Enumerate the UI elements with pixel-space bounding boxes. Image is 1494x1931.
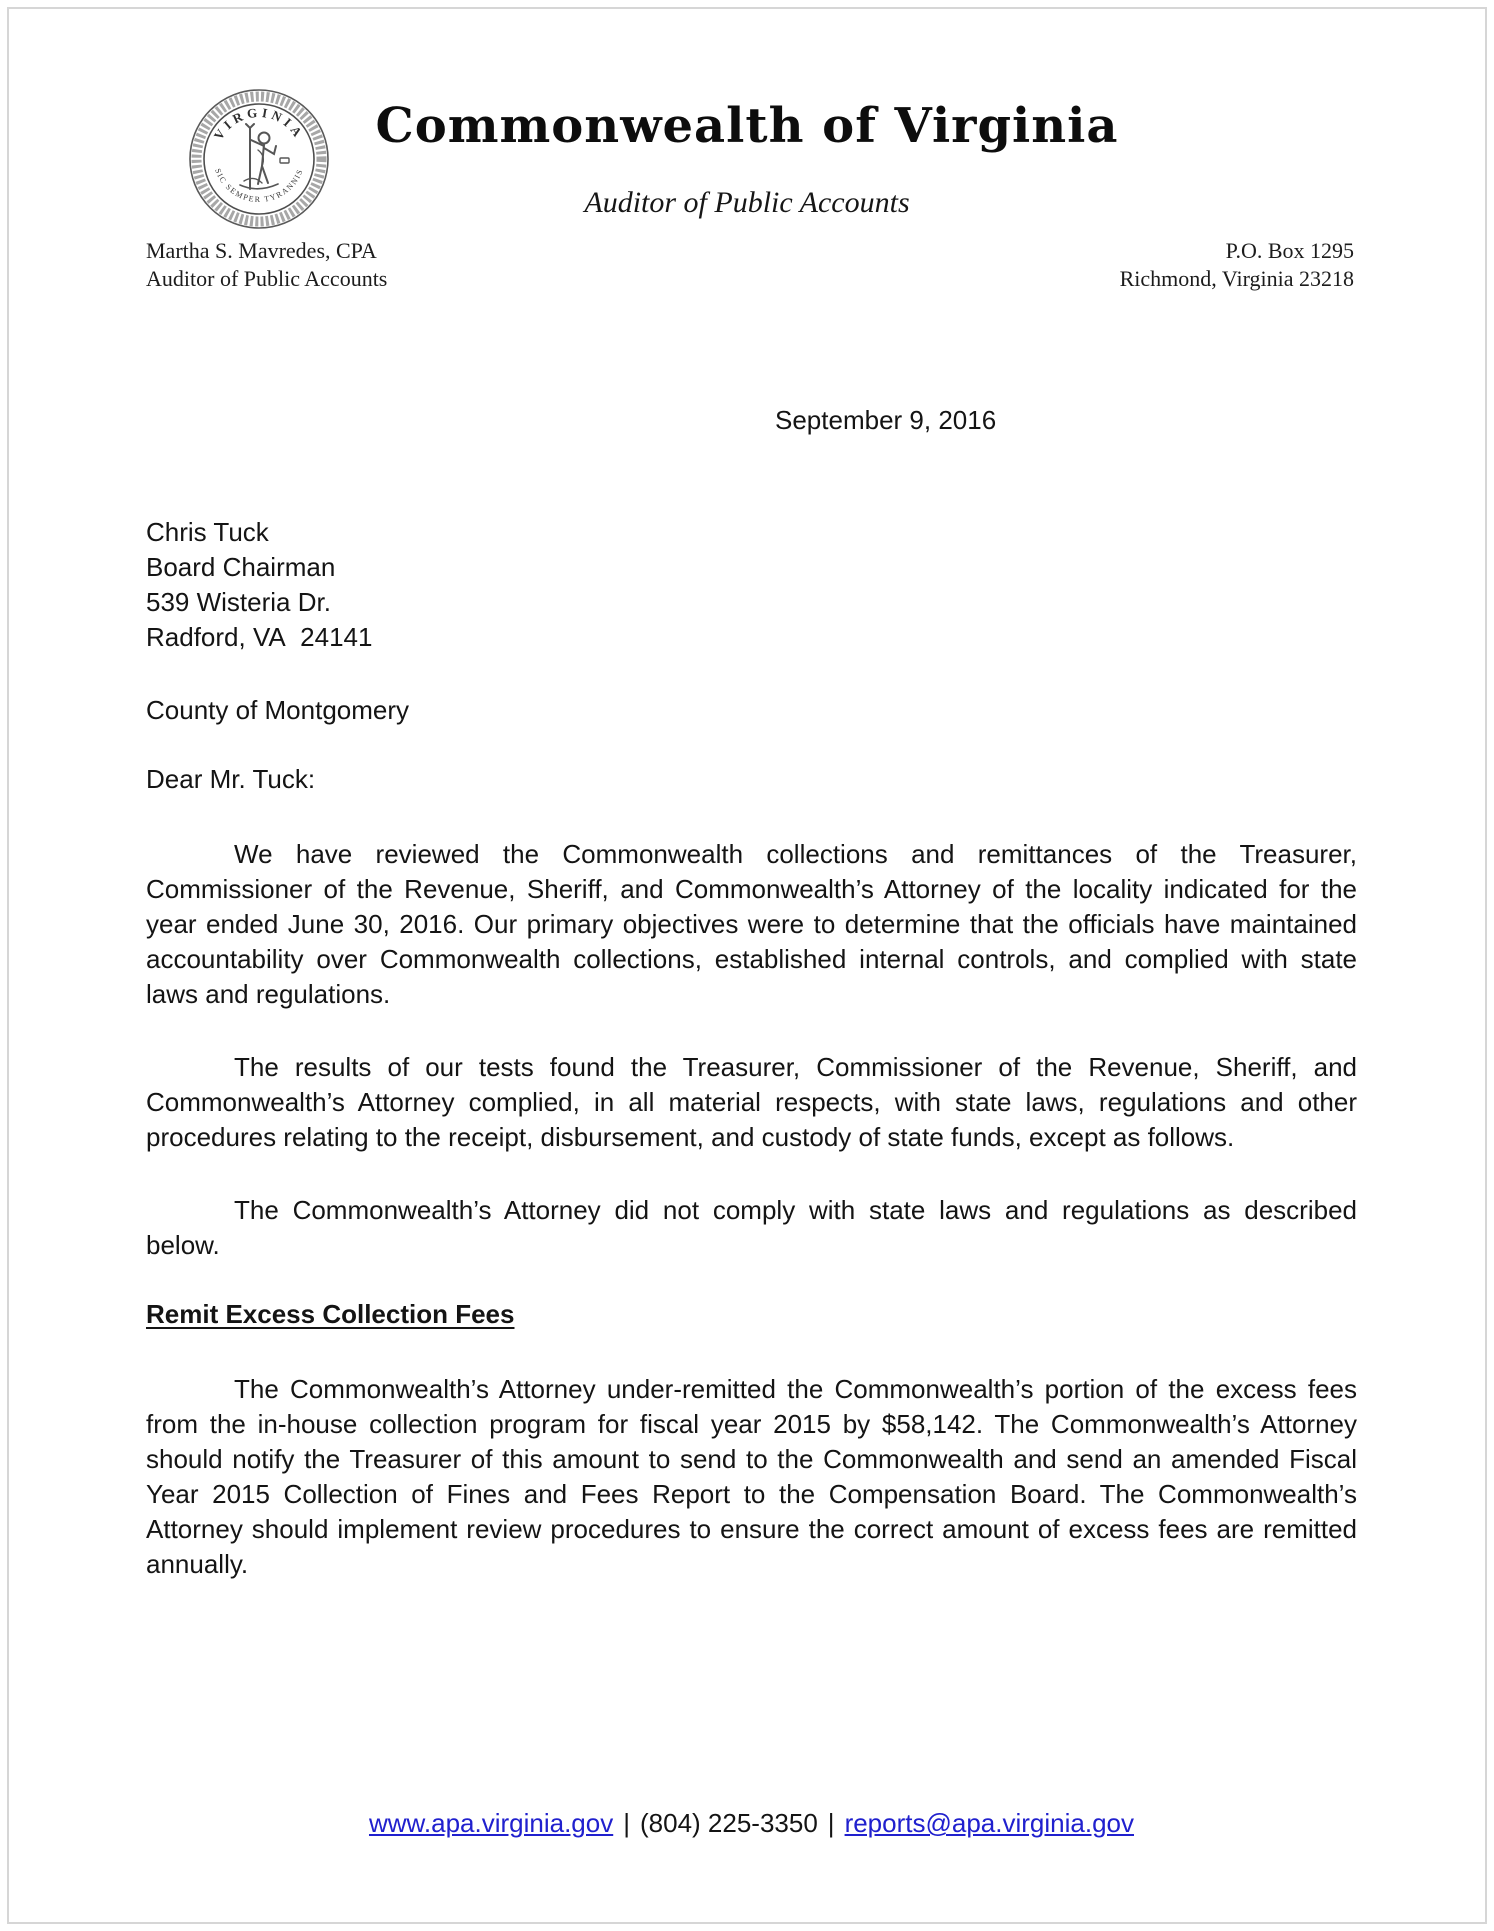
recipient-title: Board Chairman [146, 552, 336, 582]
finding-heading: Remit Excess Collection Fees [146, 1299, 515, 1329]
body-paragraph-1: We have reviewed the Commonwealth collections and remittances of the Treasurer, Commissioner of the Revenue, Sheriff, and Commonwealth’s Attorney of the locality indicated for the year ended June 30, 2016. Our primary objectives were to determine that the officials have maintained accountability over Commonwealth collections, established internal controls, and complied with state laws and regulations. [146, 839, 1357, 1009]
recipient-address-block [146, 515, 1357, 655]
org-title: Commonwealth of Virginia [375, 98, 1119, 154]
letter-body [146, 403, 1357, 1582]
finding-paragraph: The Commonwealth’s Attorney under-remitted the Commonwealth’s portion of the excess fees from the in-house collection program for fiscal year 2015 by $58,142. The Commonwealth’s Attorney should notify the Treasurer of this amount to send to the Commonwealth and send an amended Fiscal Year 2015 Collection of Fines and Fees Report to the Compensation Board. The Commonwealth’s Attorney should implement review procedures to ensure the correct amount of excess fees are remitted annually. [146, 1374, 1357, 1579]
email-link[interactable]: reports@apa.virginia.gov [844, 1808, 1134, 1838]
letter-date: September 9, 2016 [775, 405, 997, 435]
po-box: P.O. Box 1295 [1225, 238, 1354, 263]
org-subtitle: Auditor of Public Accounts [584, 186, 910, 219]
recipient-street: 539 Wisteria Dr. [146, 587, 331, 617]
body-paragraph-3: The Commonwealth’s Attorney did not comply with state laws and regulations as described below. [146, 1195, 1357, 1260]
official-name: Martha S. Mavredes, CPA [146, 238, 377, 263]
locality-name: County of Montgomery [146, 695, 410, 725]
footer-separator: | [623, 1808, 630, 1838]
office-address-block [1120, 237, 1354, 293]
body-paragraph-2: The results of our tests found the Treasurer, Commissioner of the Revenue, Sheriff, and Commonwealth’s Attorney complied, in all material respects, with state laws, regulations and other procedures relating to the receipt, disbursement, and custody of state funds, except as follows. [146, 1052, 1357, 1152]
official-title: Auditor of Public Accounts [146, 266, 388, 291]
seal-bottom-text: SIC SEMPER TYRANNIS [213, 167, 305, 205]
website-link[interactable]: www.apa.virginia.gov [368, 1808, 614, 1838]
official-block [146, 237, 387, 293]
footer-separator: | [827, 1808, 835, 1838]
letter-footer [146, 1806, 1357, 1841]
seal-top-text: VIRGINIA [210, 104, 308, 143]
recipient-city-state-zip: Radford, VA 24141 [146, 622, 373, 652]
recipient-name: Chris Tuck [146, 517, 269, 547]
salutation: Dear Mr. Tuck: [146, 764, 316, 794]
phone-number: (804) 225-3350 [639, 1808, 818, 1838]
city-state-zip: Richmond, Virginia 23218 [1119, 266, 1354, 291]
